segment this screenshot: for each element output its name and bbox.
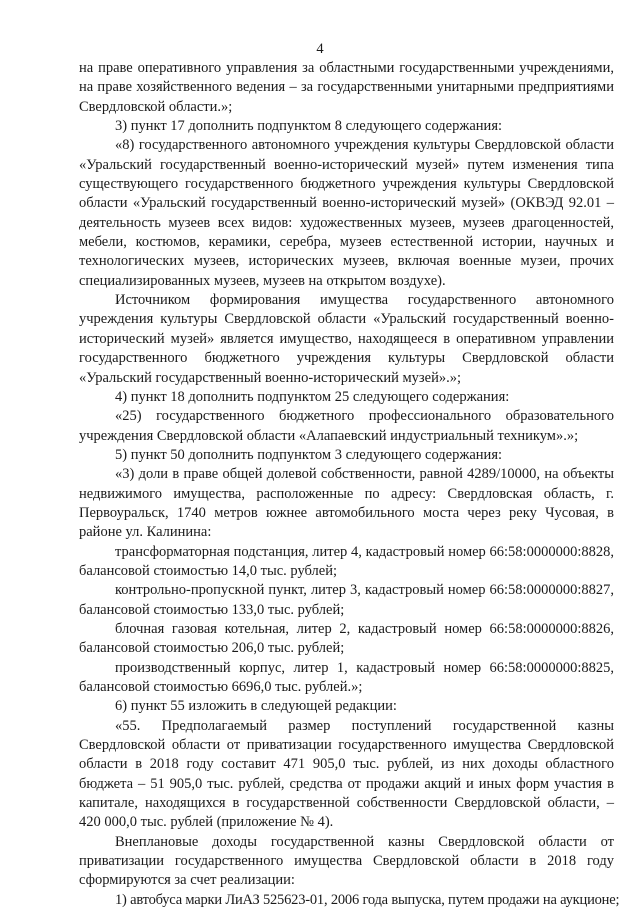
paragraph: Внеплановые доходы государственной казны Свердловской области от приватизации государственного имущества Свердловской области в 2018 году сформируются за счет реализации:: [79, 833, 614, 889]
paragraph: 1) автобуса марки ЛиАЗ 525623-01, 2006 года выпуска, путем продажи на аукционе;: [115, 891, 620, 908]
page-number: 4: [316, 41, 324, 57]
paragraph: 6) пункт 55 изложить в следующей редакции:: [115, 698, 397, 715]
paragraph: «55. Предполагаемый размер поступлений государственной казны Свердловской области от приватизации государственного имущества Свердловской области в 2018 году составит 471 905,0 тыс. рублей, из них доходы областного бюджета – 51 905,0 тыс. рублей, средства от продажи акций и иных форм участия в капитале, находящихся в государственной собственности Свердловской области, – 420 000,0 тыс. рублей (приложение № 4).: [79, 717, 614, 831]
paragraph: производственный корпус, литер 1, кадастровый номер 66:58:0000000:8825, балансовой стоимостью 6696,0 тыс. рублей.»;: [79, 659, 614, 695]
paragraph: 3) пункт 17 дополнить подпунктом 8 следующего содержания:: [115, 118, 503, 135]
paragraph: 5) пункт 50 дополнить подпунктом 3 следующего содержания:: [115, 446, 503, 463]
paragraph: на праве оперативного управления за областными государственными учреждениями, на праве хозяйственного ведения – за государственными унитарными предприятиями Свердловской области.»;: [79, 60, 614, 115]
paragraph: Источником формирования имущества государственного автономного учреждения культуры Свердловской области «Уральский государственный военно-исторический музей» является имущество, находящееся в оперативном управлении государственного бюджетного учреждения культуры Свердловской области «Уральский государственный военно-исторический музей».»;: [79, 292, 614, 386]
paragraph: «3) доли в праве общей долевой собственности, равной 4289/10000, на объекты недвижимого имущества, расположенные по адресу: Свердловская область, г. Первоуральск, 1740 метров южнее автомобильного моста через реку Чусовая, в районе ул. Калинина:: [79, 466, 614, 541]
paragraph: блочная газовая котельная, литер 2, кадастровый номер 66:58:0000000:8826, балансовой стоимостью 206,0 тыс. рублей;: [79, 620, 614, 657]
paragraph: 4) пункт 18 дополнить подпунктом 25 следующего содержания:: [115, 388, 510, 405]
paragraph: «25) государственного бюджетного профессионального образовательного учреждения Свердловской области «Алапаевский индустриальный техникум».»;: [79, 408, 614, 444]
paragraph: контрольно-пропускной пункт, литер 3, кадастровый номер 66:58:0000000:8827, балансовой стоимостью 133,0 тыс. рублей;: [79, 582, 614, 618]
document-body: [79, 59, 620, 910]
paragraph: «8) государственного автономного учреждения культуры Свердловской области «Уральский государственный военно-исторический музей» путем изменения типа существующего государственного бюджетного учреждения культуры Свердловской области «Уральский государственный военно-исторический музей» (ОКВЭД 92.01 – деятельность музеев всех видов: художественных музеев, музеев драгоценностей, мебели, костюмов, керамики, серебра, музеев естественной истории, научных и технологических музеев, исторических музеев, включая военные музеи, прочих специализированных музеев, музеев на открытом воздухе).: [79, 137, 614, 289]
paragraph: трансформаторная подстанция, литер 4, кадастровый номер 66:58:0000000:8828, балансовой стоимостью 14,0 тыс. рублей;: [79, 543, 614, 579]
